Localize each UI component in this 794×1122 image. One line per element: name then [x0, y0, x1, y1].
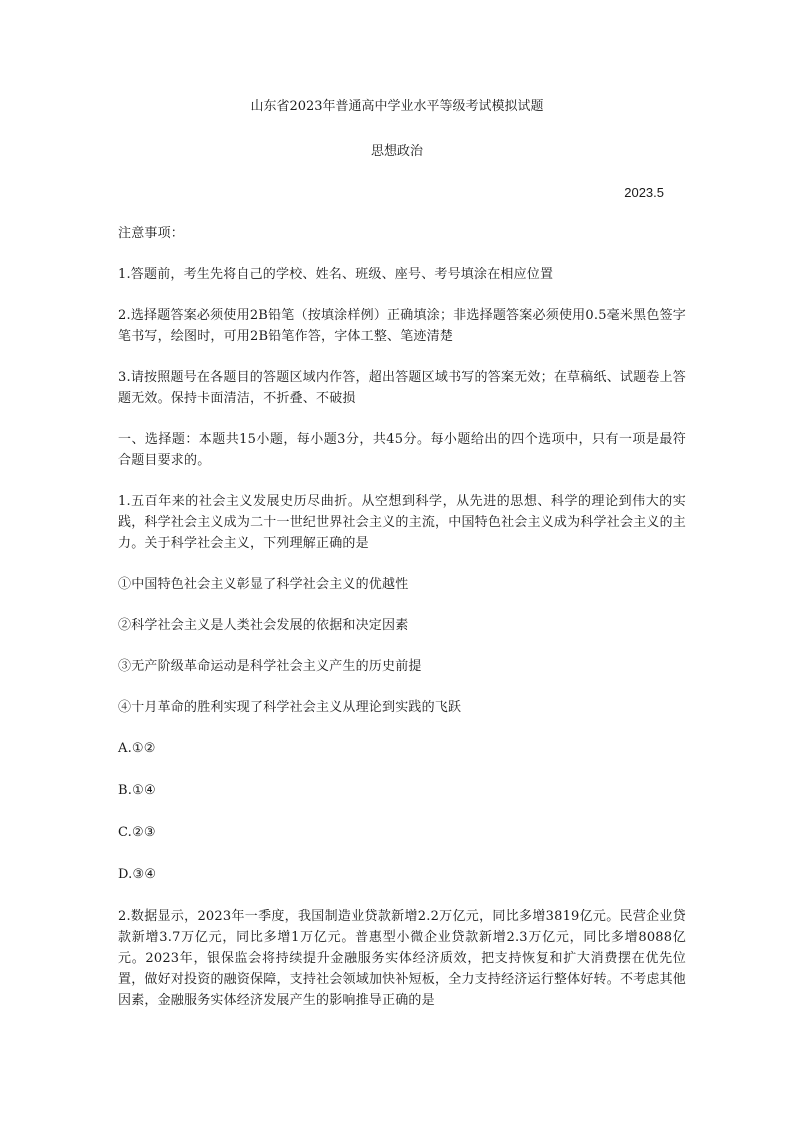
q1-statement-4: ④十月革命的胜利实现了科学社会主义从理论到实践的飞跃 — [118, 700, 462, 715]
question-1-stem: 1.五百年来的社会主义发展史历尽曲折。从空想到科学，从先进的思想、科学的理论到伟大的实践，科学社会主义成为二十一世纪世界社会主义的主流，中国特色社会主义成为科学社会主义的主力。关于科学社会主义，下列理解正确的是 — [118, 494, 686, 551]
q1-option-b: B.①④ — [118, 783, 156, 798]
question-2-stem: 2.数据显示，2023年一季度，我国制造业贷款新增2.2万亿元，同比多增3819亿元。民营企业贷款新增3.7万亿元，同比多增1万亿元。普惠型小微企业贷款新增2.3万亿元，同比多增8088亿元。2023年，银保监会将持续提升金融服务实体经济质效，把支持恢复和扩大消费摆在优先位置，做好对投资的融资保障，支持社会领域加快补短板，全力支持经济运行整体好转。不考虑其他因素，金融服务实体经济发展产生的影响推导正确的是 — [118, 909, 686, 1008]
q1-option-a: A.①② — [118, 741, 156, 756]
note-item-3: 3.请按照题号在各题目的答题区域内作答，超出答题区域书写的答案无效；在草稿纸、试题卷上答题无效。保持卡面清洁，不折叠、不破损 — [118, 370, 686, 406]
subject-title: 思想政治 — [370, 144, 423, 159]
q1-option-d: D.③④ — [118, 867, 157, 882]
notes-heading: 注意事项： — [118, 226, 185, 241]
note-item-1: 1.答题前，考生先将自己的学校、姓名、班级、座号、考号填涂在相应位置 — [118, 267, 554, 282]
section-intro: 一、选择题：本题共15小题，每小题3分，共45分。每小题给出的四个选项中，只有一项是最符合题目要求的。 — [118, 432, 686, 468]
note-item-2: 2.选择题答案必须使用2B铅笔（按填涂样例）正确填涂；非选择题答案必须使用0.5毫米黑色签字笔书写，绘图时，可用2B铅笔作答，字体工整、笔迹清楚 — [118, 308, 686, 344]
exam-title: 山东省2023年普通高中学业水平等级考试模拟试题 — [250, 99, 544, 114]
q1-statement-3: ③无产阶级革命运动是科学社会主义产生的历史前提 — [118, 659, 422, 674]
exam-date: 2023.5 — [624, 185, 664, 200]
q1-statement-1: ①中国特色社会主义彰显了科学社会主义的优越性 — [118, 577, 409, 592]
q1-option-c: C.②③ — [118, 825, 156, 840]
q1-statement-2: ②科学社会主义是人类社会发展的依据和决定因素 — [118, 618, 409, 633]
